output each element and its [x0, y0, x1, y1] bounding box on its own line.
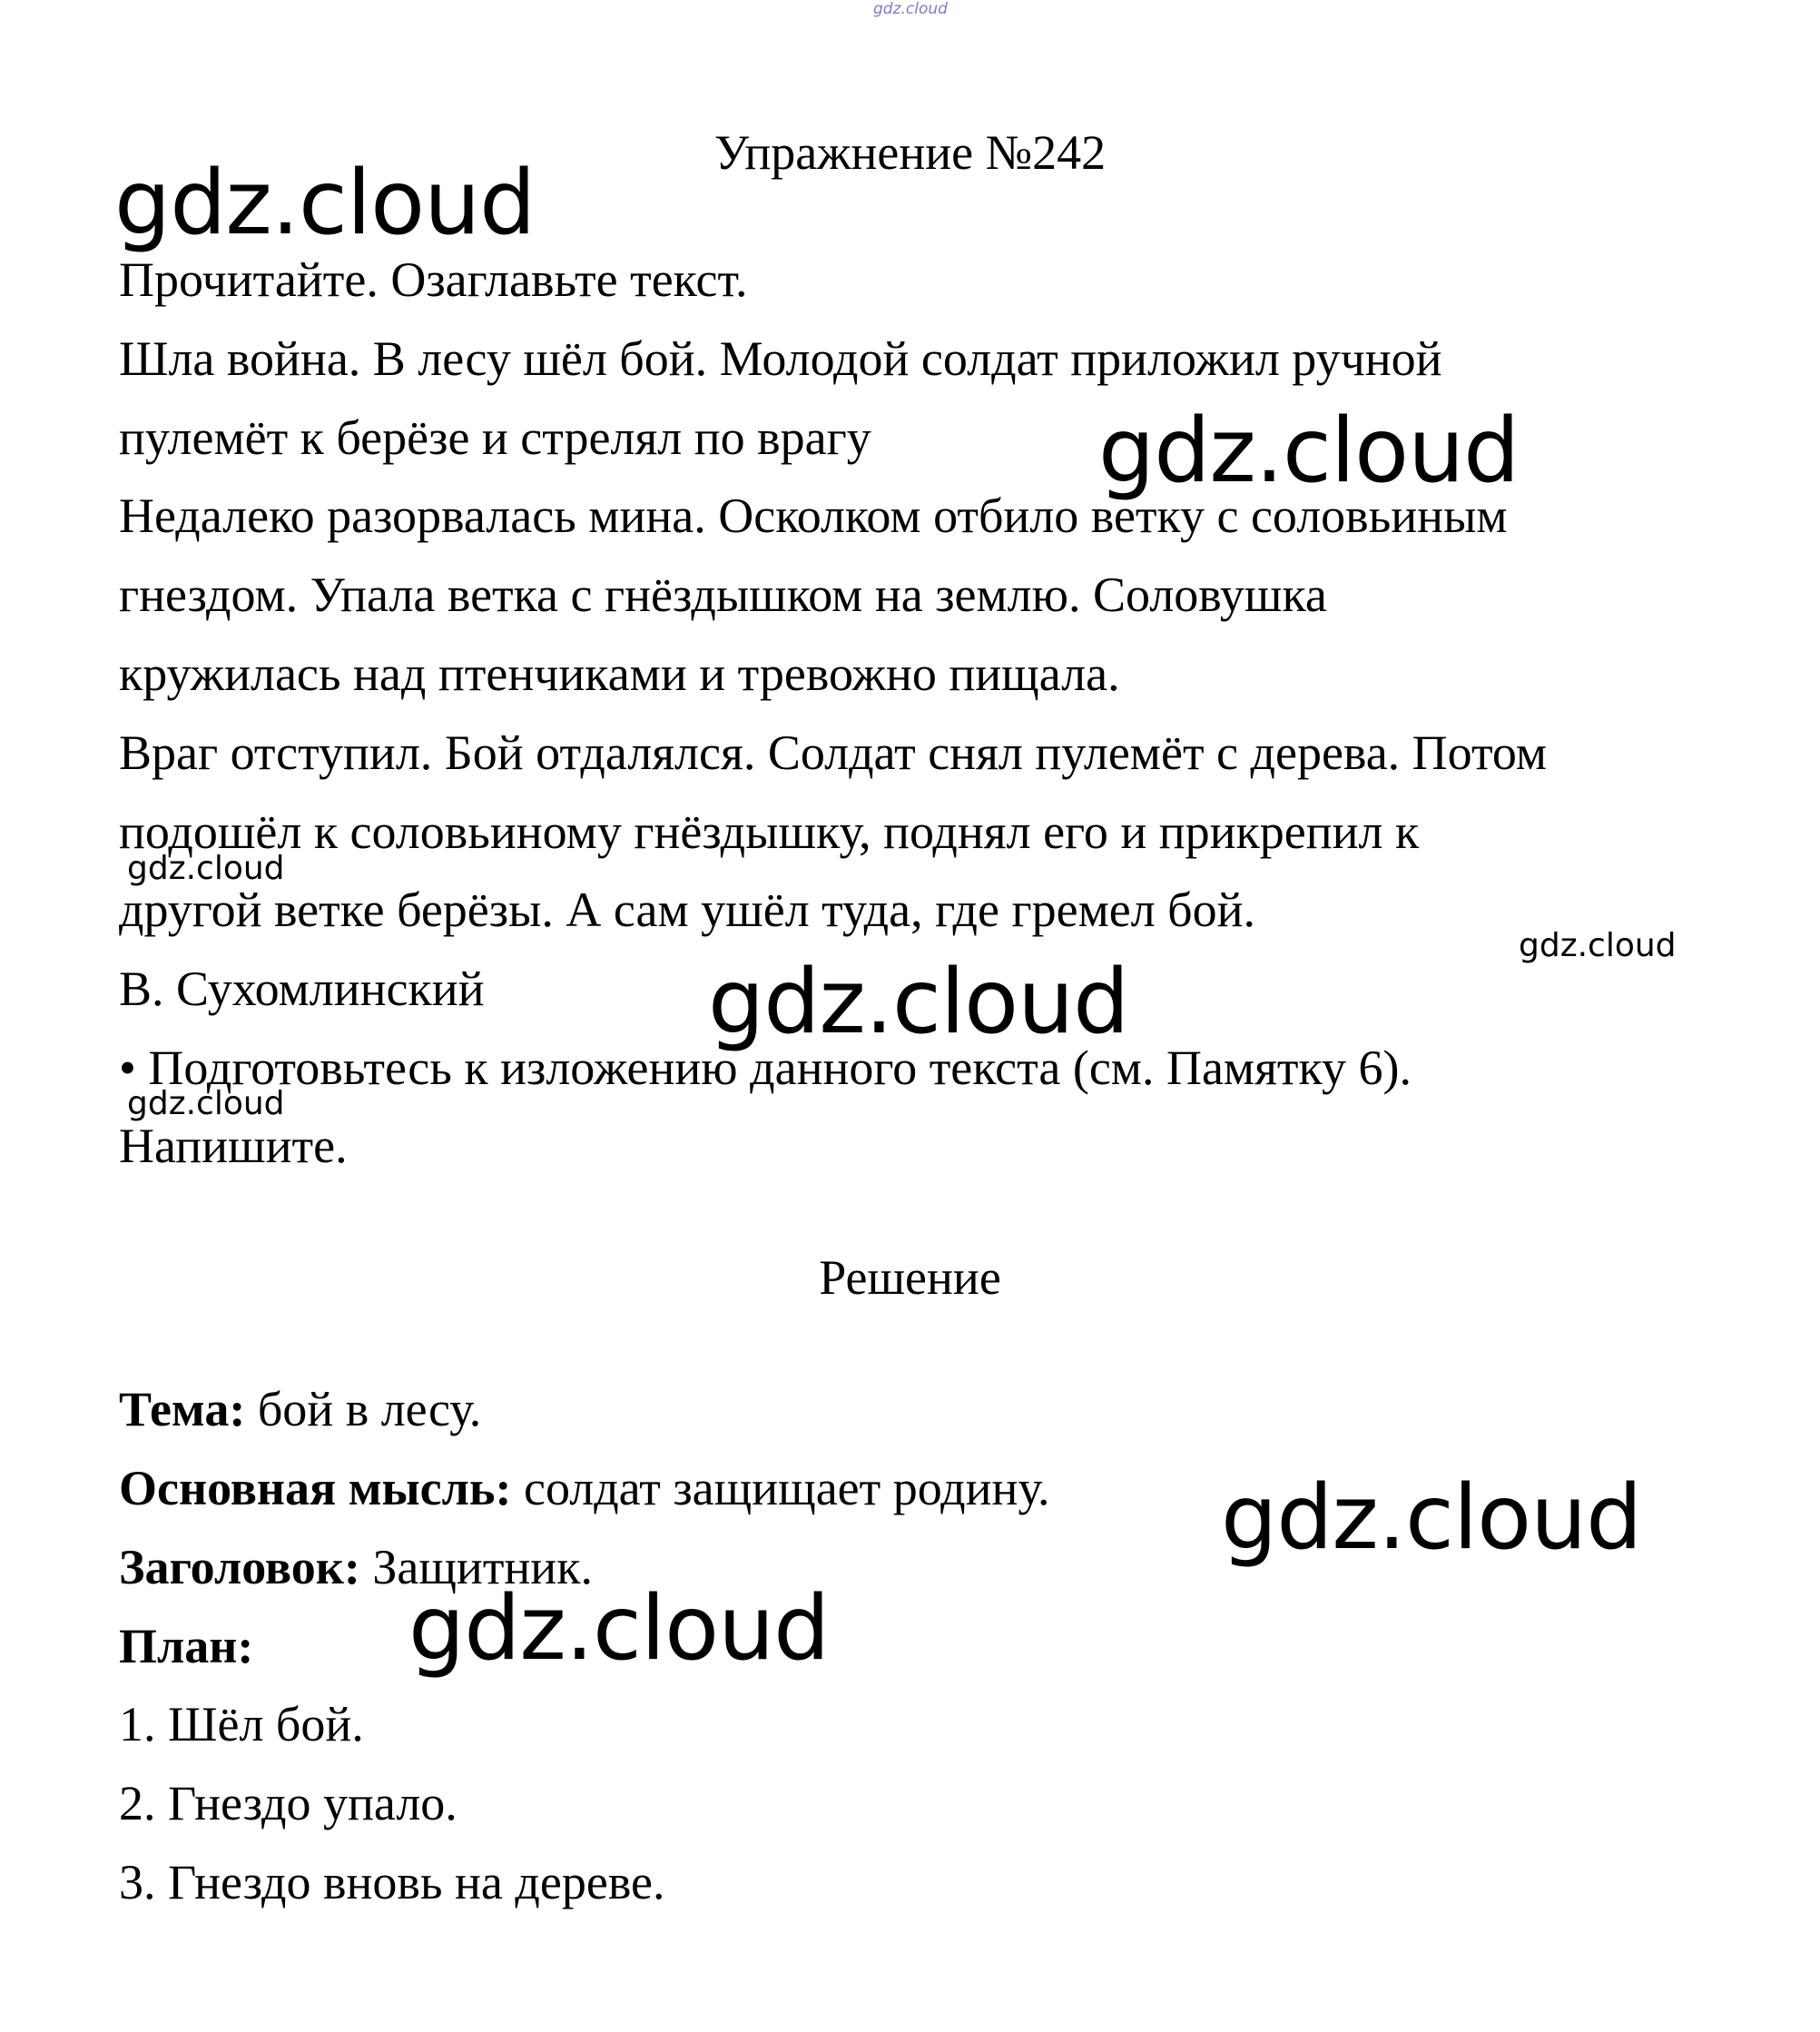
author: В. Сухомлинский [119, 962, 485, 1016]
plan-label: План: [119, 1619, 254, 1673]
top-watermark: gdz.cloud [873, 0, 948, 18]
text-line-3: Недалеко разорвалась мина. Осколком отбило ветку с соловьиным [119, 488, 1508, 543]
theme-line [119, 1382, 481, 1436]
text-line-7: подошёл к соловьиному гнёздышку, поднял его и прикрепил к [119, 804, 1420, 859]
idea-line [119, 1461, 1050, 1515]
prep-line-1: • Подготовьтесь к изложению данного текста (см. Памятку 6). [119, 1041, 1412, 1095]
theme-label: Тема: [119, 1382, 246, 1436]
idea-label: Основная мысль: [119, 1461, 512, 1515]
task-instruction: Прочитайте. Озаглавьте текст. [119, 252, 748, 307]
watermark-large-2: gdz.cloud [1098, 399, 1520, 503]
watermark-small-1: gdz.cloud [127, 850, 285, 887]
watermark-large-5: gdz.cloud [408, 1577, 830, 1681]
idea-value: солдат защищает родину. [511, 1461, 1050, 1515]
watermark-large-3: gdz.cloud [708, 951, 1129, 1054]
theme-value: бой в лесу. [245, 1382, 482, 1436]
text-line-4: гнездом. Упала ветка с гнёздышком на землю. Соловушка [119, 567, 1327, 622]
text-line-6: Враг отступил. Бой отдалялся. Солдат снял пулемёт с дерева. Потом [119, 725, 1547, 780]
text-line-8: другой ветке берёзы. А сам ушёл туда, где гремел бой. [119, 883, 1256, 937]
text-line-1: Шла война. В лесу шёл бой. Молодой солдат приложил ручной [119, 331, 1442, 386]
watermark-small-2: gdz.cloud [1519, 927, 1677, 964]
watermark-large-1: gdz.cloud [114, 152, 536, 255]
text-line-2: пулемёт к берёзе и стрелял по врагу [119, 410, 871, 465]
solution-heading: Решение [819, 1250, 1001, 1305]
exercise-title: Упражнение №242 [713, 125, 1107, 180]
plan-item-2: 2. Гнездо упало. [119, 1776, 457, 1830]
title-label: Заголовок: [119, 1540, 360, 1594]
title-value: Защитник. [359, 1540, 593, 1594]
plan-item-3: 3. Гнездо вновь на дереве. [119, 1855, 665, 1909]
prep-line-2: Напишите. [119, 1119, 348, 1173]
watermark-small-3: gdz.cloud [127, 1085, 285, 1122]
watermark-large-4: gdz.cloud [1221, 1466, 1642, 1570]
text-line-5: кружилась над птенчиками и тревожно пищала. [119, 646, 1120, 701]
plan-item-1: 1. Шёл бой. [119, 1697, 364, 1751]
